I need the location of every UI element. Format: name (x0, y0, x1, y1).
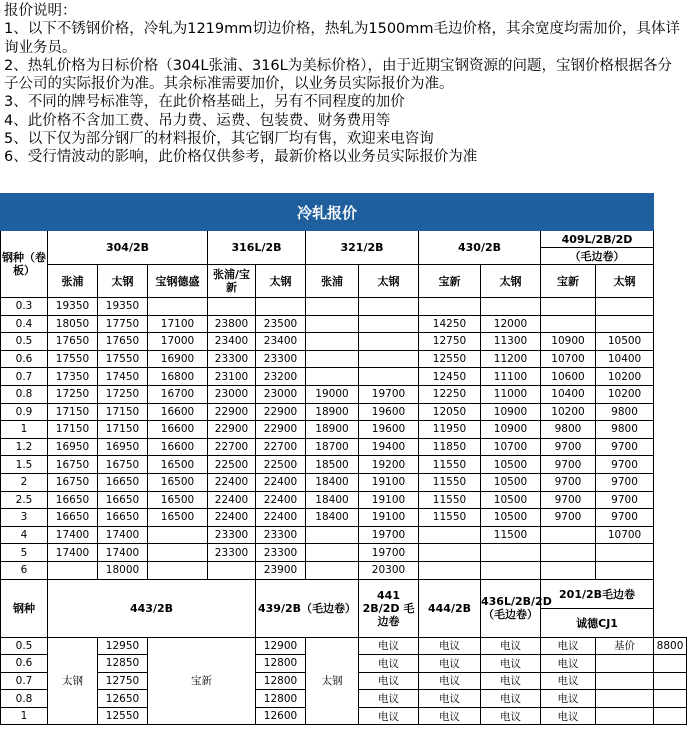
price-cell: 11500 (481, 526, 541, 544)
thickness-cell: 1.5 (1, 456, 48, 474)
price-cell: 16500 (148, 491, 208, 509)
price-cell: 18400 (306, 509, 359, 527)
mill-header: 太钢 (359, 265, 419, 298)
price-cell: 电议 (481, 655, 541, 673)
price-cell: 17400 (48, 526, 98, 544)
grade-321: 321/2B (306, 231, 419, 265)
price-cell: 9700 (596, 456, 654, 474)
price-table (0, 193, 687, 725)
table-row (1, 509, 687, 527)
price-cell: 9700 (541, 509, 596, 527)
price-cell: 9700 (541, 473, 596, 491)
price-cell: 17550 (98, 350, 148, 368)
table-row (1, 473, 687, 491)
price-cell: 17150 (98, 421, 148, 439)
price-cell: 10200 (596, 368, 654, 386)
price-cell: 17350 (48, 368, 98, 386)
price-cell (148, 526, 208, 544)
grade-304: 304/2B (48, 231, 208, 265)
price-cell (359, 368, 419, 386)
thickness-cell: 0.5 (1, 637, 48, 655)
price-cell: 10400 (541, 385, 596, 403)
price-cell: 19100 (359, 509, 419, 527)
price-cell: 12800 (256, 690, 306, 708)
price-cell: 电议 (541, 690, 596, 708)
mill-header: 张浦 (306, 265, 359, 298)
notes-heading: 报价说明： (4, 3, 77, 19)
price-cell: 12800 (256, 672, 306, 690)
table-row (1, 421, 687, 439)
price-cell (419, 561, 481, 579)
table-row (1, 637, 687, 655)
price-cell: 8800 (654, 637, 687, 655)
price-cell (481, 298, 541, 316)
price-cell: 17650 (48, 333, 98, 351)
thickness-cell: 1 (1, 421, 48, 439)
price-cell (541, 561, 596, 579)
price-cell: 电议 (419, 707, 481, 725)
price-cell: 12950 (98, 637, 148, 655)
price-cell: 22400 (256, 473, 306, 491)
table-row (1, 368, 687, 386)
price-cell: 10900 (541, 333, 596, 351)
thickness-cell: 5 (1, 544, 48, 562)
price-cell: 10400 (596, 350, 654, 368)
price-cell (541, 526, 596, 544)
price-cell: 18400 (306, 491, 359, 509)
price-cell: 22400 (256, 509, 306, 527)
mill-cell: 宝新 (148, 637, 256, 725)
price-cell: 11000 (481, 385, 541, 403)
thickness-cell: 3 (1, 509, 48, 527)
price-cell: 10500 (481, 491, 541, 509)
price-cell: 16500 (148, 473, 208, 491)
price-cell: 16950 (98, 438, 148, 456)
thickness-cell: 0.3 (1, 298, 48, 316)
price-cell: 18000 (98, 561, 148, 579)
thickness-cell: 0.8 (1, 385, 48, 403)
price-cell: 19200 (359, 456, 419, 474)
price-cell: 电议 (541, 637, 596, 655)
price-cell (148, 298, 208, 316)
price-cell: 电议 (359, 637, 419, 655)
table-row (1, 544, 687, 562)
price-cell (148, 561, 208, 579)
price-cell: 19700 (359, 385, 419, 403)
price-cell: 11950 (419, 421, 481, 439)
mill-cell: 太钢 (48, 637, 98, 725)
price-cell: 16900 (148, 350, 208, 368)
thickness-cell: 0.9 (1, 403, 48, 421)
price-cell: 10500 (481, 473, 541, 491)
price-cell: 23900 (256, 561, 306, 579)
price-cell: 23300 (256, 350, 306, 368)
price-cell: 电议 (419, 690, 481, 708)
empty-cell (654, 690, 687, 708)
price-cell: 22900 (208, 403, 256, 421)
price-cell: 10500 (481, 456, 541, 474)
note-line-3: 3、不同的牌号标准等，在此价格基础上，另有不同程度的加价 (4, 94, 405, 111)
price-cell: 23800 (208, 315, 256, 333)
price-cell: 23000 (256, 385, 306, 403)
price-cell: 19350 (48, 298, 98, 316)
grade-443: 443/2B (48, 579, 256, 637)
price-cell: 电议 (541, 707, 596, 725)
price-cell (359, 350, 419, 368)
price-cell: 17000 (148, 333, 208, 351)
price-cell: 22400 (256, 491, 306, 509)
price-cell (306, 315, 359, 333)
price-cell (359, 333, 419, 351)
note-line-4: 4、此价格不含加工费、吊力费、运费、包装费、财务费用等 (4, 112, 391, 129)
price-cell: 19600 (359, 403, 419, 421)
price-cell: 16600 (148, 438, 208, 456)
table-row (1, 385, 687, 403)
price-cell: 9700 (596, 438, 654, 456)
thickness-cell: 0.6 (1, 655, 48, 673)
price-cell: 17400 (98, 544, 148, 562)
steel-header: 钢种（卷板） (1, 231, 48, 298)
price-cell: 18700 (306, 438, 359, 456)
price-cell (306, 298, 359, 316)
price-cell: 20300 (359, 561, 419, 579)
price-cell: 12900 (256, 637, 306, 655)
price-cell: 12450 (419, 368, 481, 386)
price-cell: 17150 (48, 421, 98, 439)
price-cell: 17450 (98, 368, 148, 386)
table-row (1, 298, 687, 316)
price-cell (256, 298, 306, 316)
price-cell: 17400 (98, 526, 148, 544)
price-cell: 18400 (306, 473, 359, 491)
grade-444: 444/2B (419, 579, 481, 637)
thickness-cell: 0.7 (1, 672, 48, 690)
table-row (1, 526, 687, 544)
price-cell (306, 333, 359, 351)
price-cell: 12600 (256, 707, 306, 725)
price-cell: 16650 (48, 491, 98, 509)
price-cell: 18900 (306, 421, 359, 439)
price-cell: 19350 (98, 298, 148, 316)
price-cell: 18050 (48, 315, 98, 333)
price-cell: 23500 (256, 315, 306, 333)
mill-header: 张浦/宝新 (208, 265, 256, 298)
price-cell: 16950 (48, 438, 98, 456)
price-cell: 11550 (419, 473, 481, 491)
price-cell: 19400 (359, 438, 419, 456)
price-cell: 17650 (98, 333, 148, 351)
price-cell: 23400 (256, 333, 306, 351)
price-cell: 16500 (148, 509, 208, 527)
price-cell: 16700 (148, 385, 208, 403)
price-cell (596, 315, 654, 333)
price-cell: 11550 (419, 456, 481, 474)
cold-title-band (1, 194, 687, 231)
price-cell: 电议 (419, 672, 481, 690)
price-cell (306, 526, 359, 544)
price-cell (306, 561, 359, 579)
price-cell: 19700 (359, 526, 419, 544)
thickness-cell: 0.5 (1, 333, 48, 351)
price-cell: 22900 (208, 421, 256, 439)
price-cell (359, 315, 419, 333)
price-cell: 电议 (481, 637, 541, 655)
price-cell: 11200 (481, 350, 541, 368)
note-line-6: 6、受行情波动的影响，此价格仅供参考，最新价格以业务员实际报价为准 (4, 149, 478, 166)
mill-header: 宝新 (419, 265, 481, 298)
price-cell: 电议 (359, 690, 419, 708)
price-cell: 9700 (541, 491, 596, 509)
empty-cell (654, 672, 687, 690)
price-cell (208, 561, 256, 579)
price-cell (306, 368, 359, 386)
price-cell: 23300 (208, 526, 256, 544)
price-cell: 17250 (98, 385, 148, 403)
price-cell (596, 561, 654, 579)
base-label-cell: 基价 (596, 637, 654, 655)
table-row (1, 561, 687, 579)
price-cell: 16600 (148, 403, 208, 421)
note-line-2: 2、热轧价格为日标价格（304L张浦、316L为美标价格），由于近期宝钢资源的问题，宝钢价格根据各分子公司的实际报价为准。其余标准需要加价，以业务员实际报价为准。 (4, 57, 672, 93)
price-cell: 23300 (256, 544, 306, 562)
mill-header: 太钢 (596, 265, 654, 298)
table-row (1, 491, 687, 509)
price-cell: 23300 (256, 526, 306, 544)
price-cell (306, 544, 359, 562)
price-cell: 16750 (98, 456, 148, 474)
price-cell (208, 298, 256, 316)
price-cell: 22700 (208, 438, 256, 456)
price-cell: 16650 (48, 509, 98, 527)
thickness-cell: 4 (1, 526, 48, 544)
price-cell: 11850 (419, 438, 481, 456)
grade-201: 201/2B毛边卷 (541, 579, 654, 608)
price-cell: 16650 (98, 491, 148, 509)
price-cell: 16600 (148, 421, 208, 439)
grade-436l: 436L/2B/2D（毛边卷） (481, 579, 541, 637)
thickness-cell: 0.4 (1, 315, 48, 333)
price-cell: 电议 (419, 655, 481, 673)
table-row (1, 456, 687, 474)
price-cell: 17750 (98, 315, 148, 333)
price-cell: 12750 (98, 672, 148, 690)
price-cell: 19000 (306, 385, 359, 403)
table-row (1, 333, 687, 351)
price-cell: 16650 (98, 473, 148, 491)
price-cell: 12000 (481, 315, 541, 333)
thickness-cell: 0.7 (1, 368, 48, 386)
price-cell: 电议 (481, 707, 541, 725)
price-cell: 9700 (541, 456, 596, 474)
price-cell: 17150 (48, 403, 98, 421)
price-cell (596, 298, 654, 316)
price-cell: 9800 (596, 421, 654, 439)
price-cell: 电议 (481, 690, 541, 708)
empty-cell (596, 655, 654, 673)
empty-cell (596, 672, 654, 690)
price-cell (48, 561, 98, 579)
price-cell: 19700 (359, 544, 419, 562)
price-cell (419, 544, 481, 562)
price-cell: 22400 (208, 473, 256, 491)
price-cell: 10900 (481, 403, 541, 421)
price-cell: 9800 (541, 421, 596, 439)
price-cell (148, 544, 208, 562)
price-cell: 22700 (256, 438, 306, 456)
table-row (1, 403, 687, 421)
grade-409l-note: （毛边卷） (541, 248, 654, 265)
price-cell: 10200 (541, 403, 596, 421)
price-cell: 17150 (98, 403, 148, 421)
price-cell: 9700 (541, 438, 596, 456)
sec2-steel-header: 钢种 (1, 579, 48, 637)
price-cell: 23000 (208, 385, 256, 403)
price-cell: 11100 (481, 368, 541, 386)
empty-cell (654, 707, 687, 725)
table-row (1, 438, 687, 456)
price-cell: 17550 (48, 350, 98, 368)
price-cell (596, 544, 654, 562)
mill-header: 太钢 (481, 265, 541, 298)
grade-430: 430/2B (419, 231, 541, 265)
grade-441: 441 2B/2D 毛边卷 (359, 579, 419, 637)
price-cell: 电议 (541, 655, 596, 673)
price-cell: 12850 (98, 655, 148, 673)
mill-header: 宝新 (541, 265, 596, 298)
price-cell: 19600 (359, 421, 419, 439)
cold-title: 冷轧报价 (1, 194, 654, 231)
price-cell: 9700 (596, 509, 654, 527)
price-cell: 22400 (208, 509, 256, 527)
price-cell: 22500 (256, 456, 306, 474)
thickness-cell: 1.2 (1, 438, 48, 456)
price-cell: 17100 (148, 315, 208, 333)
price-cell: 23200 (256, 368, 306, 386)
price-cell: 17400 (48, 544, 98, 562)
price-cell: 22500 (208, 456, 256, 474)
empty-cell (654, 655, 687, 673)
price-cell: 10500 (596, 333, 654, 351)
price-cell: 10900 (481, 421, 541, 439)
price-cell (541, 315, 596, 333)
grade-316l: 316L/2B (208, 231, 306, 265)
price-cell: 10700 (541, 350, 596, 368)
price-cell: 10600 (541, 368, 596, 386)
price-cell: 12550 (98, 707, 148, 725)
price-cell: 12750 (419, 333, 481, 351)
price-cell: 10700 (481, 438, 541, 456)
price-cell: 电议 (359, 672, 419, 690)
price-cell (359, 298, 419, 316)
price-cell: 19100 (359, 473, 419, 491)
price-cell: 22900 (256, 403, 306, 421)
empty-cell (596, 690, 654, 708)
price-cell: 12650 (98, 690, 148, 708)
price-cell (481, 561, 541, 579)
price-cell: 12550 (419, 350, 481, 368)
price-cell: 14250 (419, 315, 481, 333)
price-cell: 23300 (208, 544, 256, 562)
grade-201-mill: 诚德CJ1 (541, 608, 654, 637)
price-cell: 16500 (148, 456, 208, 474)
price-cell: 22400 (208, 491, 256, 509)
price-cell: 17250 (48, 385, 98, 403)
price-cell: 12250 (419, 385, 481, 403)
price-cell (306, 350, 359, 368)
price-cell: 23100 (208, 368, 256, 386)
mill-header: 张浦 (48, 265, 98, 298)
price-cell: 电议 (541, 672, 596, 690)
price-cell: 11300 (481, 333, 541, 351)
price-cell: 19100 (359, 491, 419, 509)
thickness-cell: 2.5 (1, 491, 48, 509)
price-cell (419, 298, 481, 316)
mill-header: 宝钢德盛 (148, 265, 208, 298)
price-cell: 9700 (596, 473, 654, 491)
price-cell: 电议 (481, 672, 541, 690)
price-cell: 12800 (256, 655, 306, 673)
price-cell: 18500 (306, 456, 359, 474)
price-cell: 22900 (256, 421, 306, 439)
table-row (1, 315, 687, 333)
price-cell: 11550 (419, 509, 481, 527)
thickness-cell: 1 (1, 707, 48, 725)
price-cell: 10200 (596, 385, 654, 403)
price-cell: 电议 (419, 637, 481, 655)
price-cell: 12050 (419, 403, 481, 421)
price-cell: 23300 (208, 350, 256, 368)
price-cell (481, 544, 541, 562)
grade-439: 439/2B（毛边卷） (256, 579, 359, 637)
price-notes (0, 0, 687, 193)
price-cell (541, 544, 596, 562)
thickness-cell: 6 (1, 561, 48, 579)
price-cell (541, 298, 596, 316)
grade-409l: 409L/2B/2D (541, 231, 654, 248)
price-cell: 11550 (419, 491, 481, 509)
price-cell: 10500 (481, 509, 541, 527)
price-cell: 9700 (596, 491, 654, 509)
price-cell: 电议 (359, 655, 419, 673)
mill-header: 太钢 (98, 265, 148, 298)
price-cell: 16750 (48, 456, 98, 474)
price-cell: 16800 (148, 368, 208, 386)
mill-cell: 太钢 (306, 637, 359, 725)
price-cell: 18900 (306, 403, 359, 421)
thickness-cell: 2 (1, 473, 48, 491)
thickness-cell: 0.6 (1, 350, 48, 368)
price-cell: 16750 (48, 473, 98, 491)
note-line-5: 5、以下仅为部分钢厂的材料报价，其它钢厂均有售，欢迎来电咨询 (4, 131, 434, 148)
table-row (1, 350, 687, 368)
price-cell: 10700 (596, 526, 654, 544)
empty-cell (596, 707, 654, 725)
price-cell: 23400 (208, 333, 256, 351)
price-cell: 16650 (98, 509, 148, 527)
thickness-cell: 0.8 (1, 690, 48, 708)
note-line-1: 1、以下不锈钢价格，冷轧为1219mm切边价格，热轧为1500mm毛边价格，其余宽度均需加价，具体详询业务员。 (4, 21, 681, 56)
price-cell: 电议 (359, 707, 419, 725)
mill-header: 太钢 (256, 265, 306, 298)
price-cell: 9800 (596, 403, 654, 421)
price-cell (419, 526, 481, 544)
